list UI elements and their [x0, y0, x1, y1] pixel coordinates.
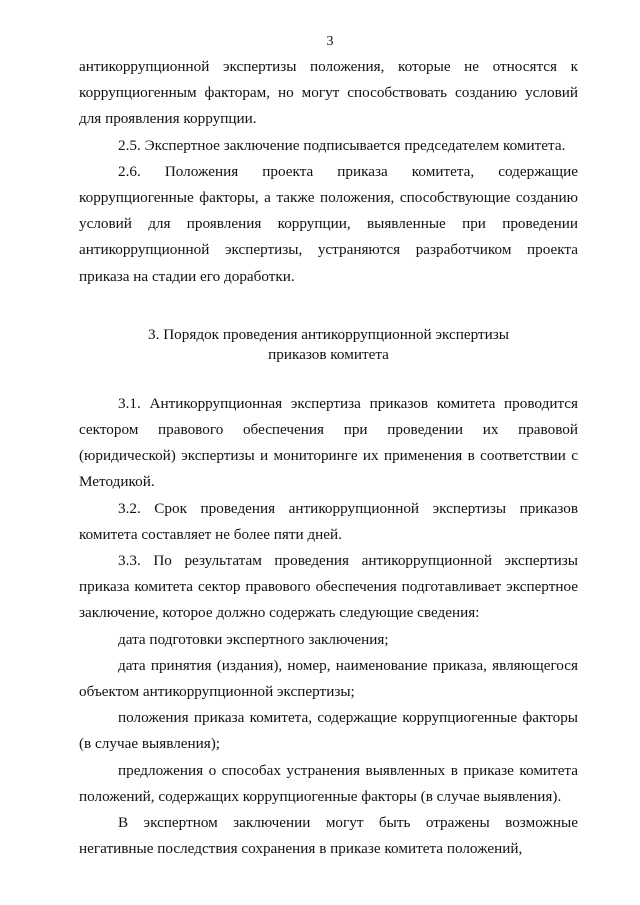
- paragraph-3-3: 3.3. По результатам проведения антикоррупционной экспертизы приказа комитета сектор правового обеспечения подготавливает экспертное заключение, которое должно содержать следующие сведения:: [79, 552, 578, 622]
- paragraph-negative-consequences: В экспертном заключении могут быть отражены возможные негативные последствия сохранения в приказе комитета положений,: [79, 814, 578, 858]
- list-item-corruption-provisions: положения приказа комитета, содержащие коррупциогенные факторы (в случае выявления);: [79, 709, 578, 753]
- section-3-heading-line-2: приказов комитета: [268, 345, 389, 363]
- document-body: [79, 54, 578, 862]
- page-number: 3: [326, 34, 334, 49]
- section-3-heading: [79, 325, 578, 365]
- section-3-heading-line-1: 3. Порядок проведения антикоррупционной экспертизы: [148, 325, 509, 343]
- paragraph-3-2: 3.2. Срок проведения антикоррупционной экспертизы приказов комитета составляет не более пяти дней.: [79, 499, 578, 543]
- list-item-order-details: дата принятия (издания), номер, наименование приказа, являющегося объектом антикоррупционной экспертизы;: [79, 656, 578, 701]
- paragraph-2-5: 2.5. Экспертное заключение подписывается председателем комитета.: [118, 136, 566, 154]
- paragraph-continuation: антикоррупционной экспертизы положения, которые не относятся к коррупциогенным факторам, но могут способствовать созданию условий для проявления коррупции.: [79, 58, 578, 128]
- list-item-expert-date: дата подготовки экспертного заключения;: [118, 630, 389, 648]
- paragraph-2-6: 2.6. Положения проекта приказа комитета, содержащие коррупциогенные факторы, а также положения, способствующие созданию условий для проявления коррупции, выявленные при проведении антикоррупционной экспертизы, устраняются разработчиком проекта приказа на стадии его доработки.: [79, 162, 578, 285]
- list-item-proposals: предложения о способах устранения выявленных в приказе комитета положений, содержащих коррупциогенные факторы (в случае выявления).: [79, 761, 578, 805]
- paragraph-3-1: 3.1. Антикоррупционная экспертиза приказов комитета проводится сектором правового обеспечения при проведении их правовой (юридической) экспертизы и мониторинге их применения в соответствии с Методикой.: [79, 394, 578, 491]
